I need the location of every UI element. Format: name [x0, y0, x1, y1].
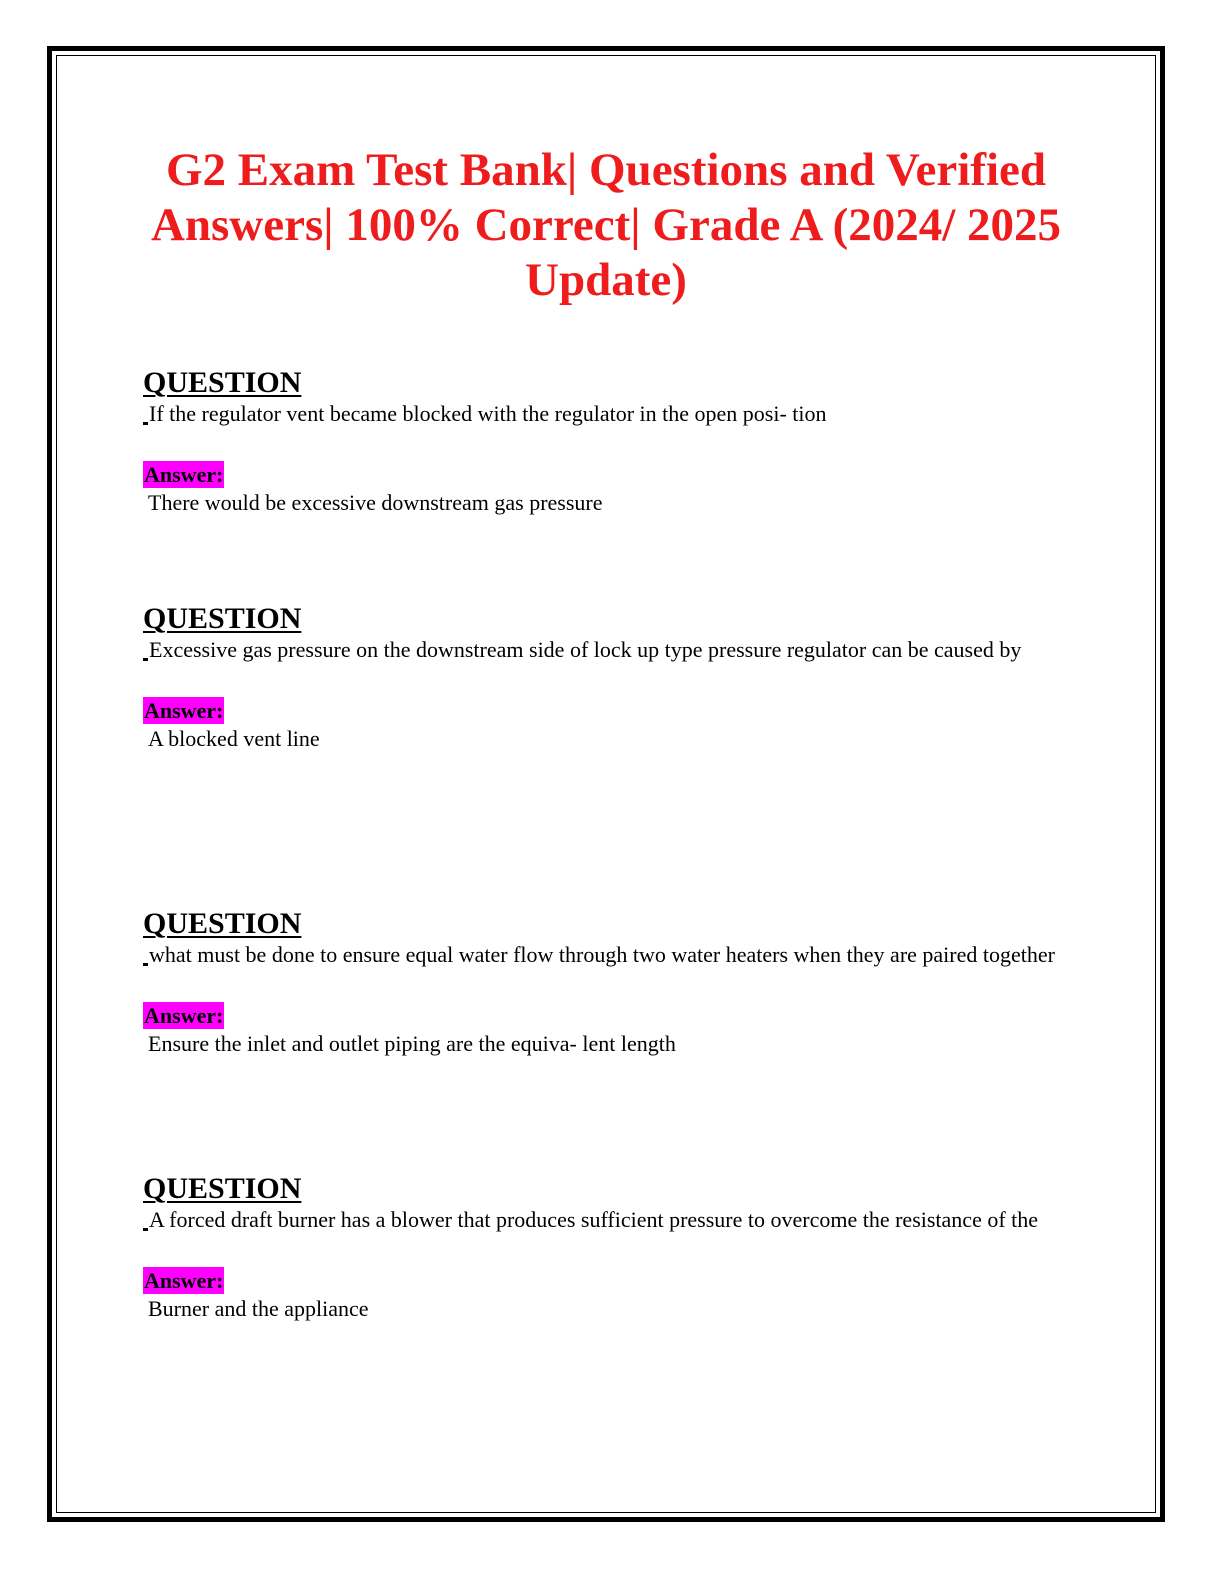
answer-text: Ensure the inlet and outlet piping are the equiva- lent length — [148, 1031, 676, 1056]
question-text — [143, 1205, 1083, 1235]
question-heading: QUESTION — [143, 602, 302, 635]
question-marker — [143, 963, 148, 966]
question-marker — [143, 422, 148, 425]
question-text — [143, 635, 1083, 665]
question-marker — [143, 658, 148, 661]
question-body: If the regulator vent became blocked with the regulator in the open posi- tion — [149, 401, 827, 426]
question-body: Excessive gas pressure on the downstream side of lock up type pressure regulator can be caused by — [149, 637, 1022, 662]
question-heading: QUESTION — [143, 1172, 302, 1205]
document-title: G2 Exam Test Bank| Questions and Verified Answers| 100% Correct| Grade A (2024/ 2025 Update) — [150, 144, 1062, 306]
answer-text: Burner and the appliance — [148, 1296, 369, 1321]
answer-text: A blocked vent line — [148, 726, 320, 751]
answer-label: Answer: — [144, 1268, 224, 1293]
question-body: A forced draft burner has a blower that produces sufficient pressure to overcome the resistance of the — [149, 1207, 1039, 1232]
answer-label: Answer: — [144, 462, 224, 487]
question-marker — [143, 1228, 148, 1231]
question-body: what must be done to ensure equal water flow through two water heaters when they are paired together — [149, 942, 1055, 967]
question-text — [143, 940, 1083, 970]
answer-label: Answer: — [144, 698, 224, 723]
qa-item-2 — [143, 603, 1083, 754]
question-text — [143, 399, 1083, 429]
answer-label: Answer: — [144, 1003, 224, 1028]
question-heading: QUESTION — [143, 907, 302, 940]
qa-item-4 — [143, 1173, 1083, 1324]
qa-item-3 — [143, 908, 1083, 1059]
answer-text: There would be excessive downstream gas pressure — [148, 490, 603, 515]
qa-item-1 — [143, 367, 1083, 518]
question-heading: QUESTION — [143, 366, 302, 399]
